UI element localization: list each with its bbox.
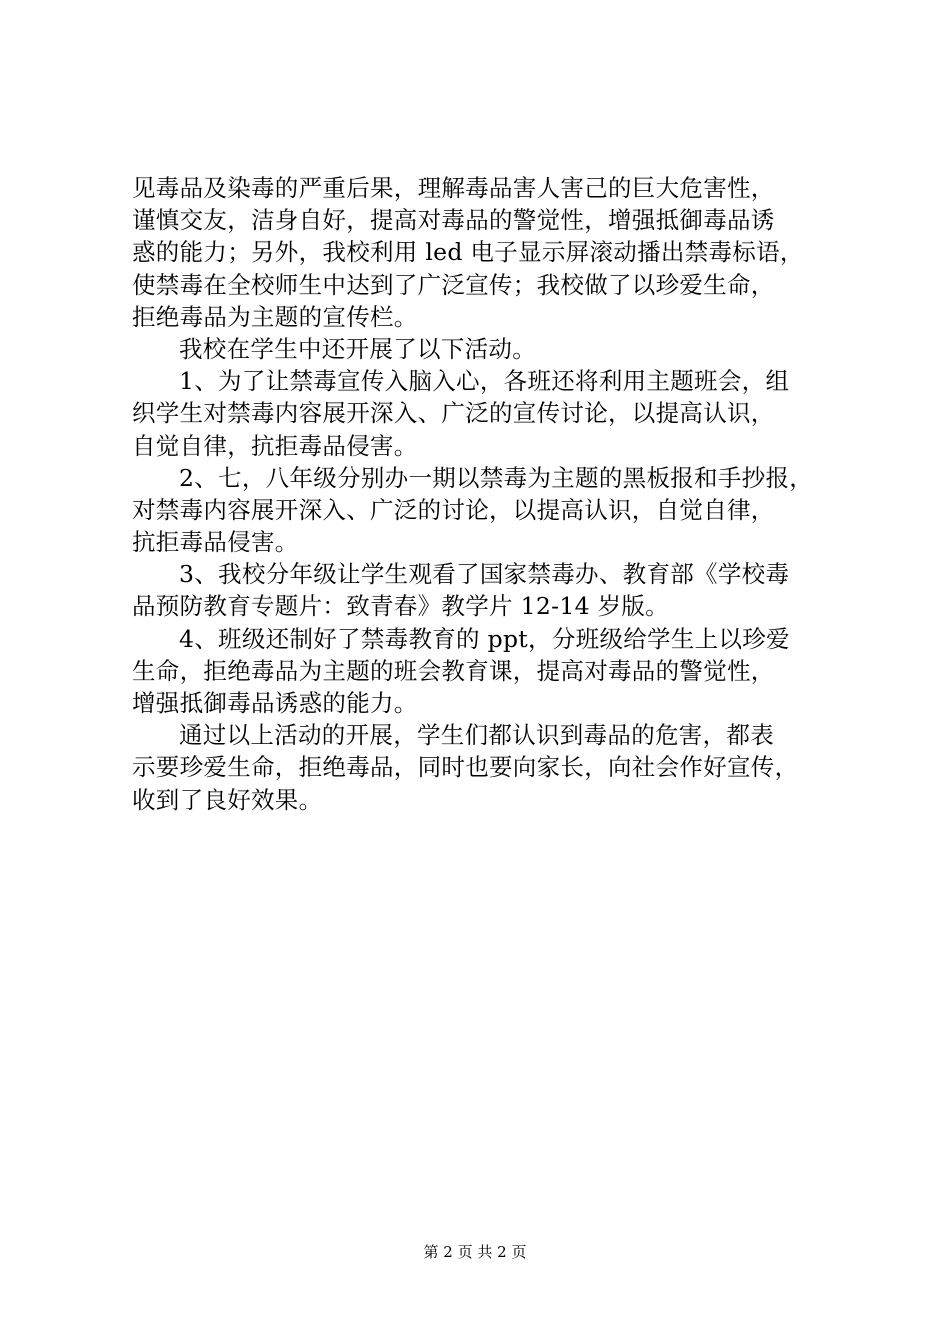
paragraph-intro: 我校在学生中还开展了以下活动。 [179,334,536,363]
text-line: 见毒品及染毒的严重后果，理解毒品害人害己的巨大危害性， [132,174,775,202]
list-item-4: 4、班级还制好了禁毒教育的 ppt，分班级给学生上以珍爱 [179,624,790,653]
text-line: 收到了良好效果。 [132,785,323,814]
text-line: 品预防教育专题片：致青春》教学片 12-14 岁版。 [132,592,669,621]
paragraph-conclusion: 通过以上活动的开展，学生们都认识到毒品的危害，都表 [179,721,774,750]
text-line: 谨慎交友，洁身自好，提高对毒品的警觉性，增强抵御毒品诱 [132,206,775,235]
text-line: 惑的能力；另外，我校利用 led 电子显示屏滚动播出禁毒标语， [132,238,804,267]
text-line: 增强抵御毒品诱惑的能力。 [132,689,418,717]
page-number-footer: 第 2 页 共 2 页 [423,1243,527,1261]
text-line: 使禁毒在全校师生中达到了广泛宣传；我校做了以珍爱生命， [132,270,775,299]
list-item-2: 2、七，八年级分别办一期以禁毒为主题的黑板报和手抄报， [179,463,814,492]
text-line: 拒绝毒品为主题的宣传栏。 [132,302,418,331]
text-line: 示要珍爱生命，拒绝毒品，同时也要向家长，向社会作好宣传， [132,753,799,782]
text-line: 生命，拒绝毒品为主题的班会教育课，提高对毒品的警觉性， [132,656,775,685]
text-line: 抗拒毒品侵害。 [132,528,299,557]
text-line: 织学生对禁毒内容展开深入、广泛的宣传讨论，以提高认识， [132,399,775,428]
text-line: 对禁毒内容展开深入、广泛的讨论，以提高认识，自觉自律， [132,495,775,524]
text-line: 自觉自律，抗拒毒品侵害。 [132,431,418,460]
document-body [132,172,842,816]
list-item-3: 3、我校分年级让学生观看了国家禁毒办、教育部《学校毒 [179,560,790,589]
list-item-1: 1、为了让禁毒宣传入脑入心，各班还将利用主题班会，组 [179,367,790,396]
